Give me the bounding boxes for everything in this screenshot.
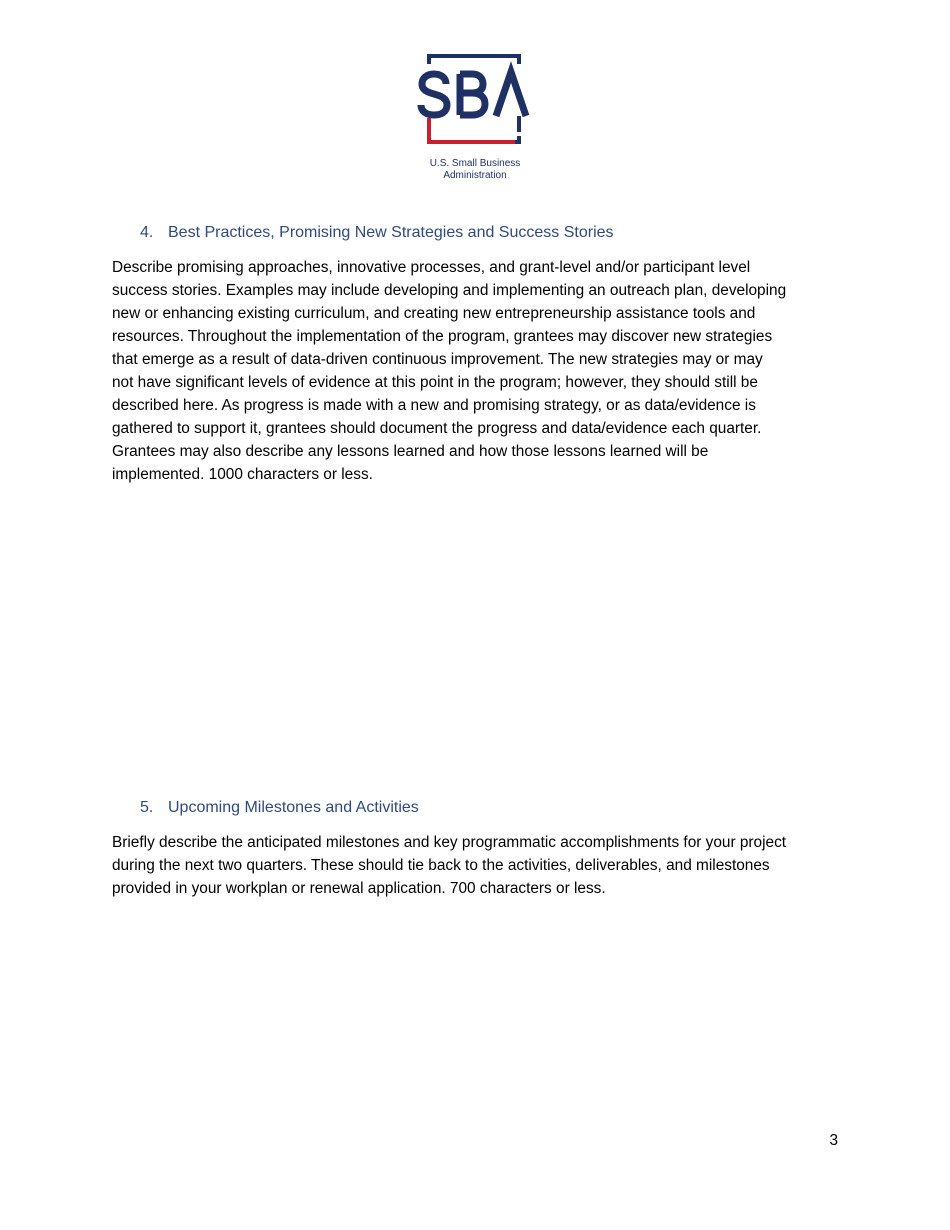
section-5-number: 5. [140, 799, 154, 816]
logo-letter-a [496, 72, 526, 116]
sba-logo [0, 52, 950, 182]
logo-letter-b [460, 74, 485, 115]
sba-logo-mark [416, 52, 534, 146]
section-5-title: Upcoming Milestones and Activities [168, 799, 419, 816]
section-4-body: Describe promising approaches, innovative processes, and grant-level and/or participant level success stories. Examples may include developing and implementing an outreach plan, developing new or enhancing existing curriculum, and creating new entrepreneurship assistance tools and resources. Throughout the implementation of the program, grantees may discover new strategies that emerge as a result of data-driven continuous improvement. The new strategies may or may not have significant levels of evidence at this point in the program; however, they should still be described here. As progress is made with a new and promising strategy, or as data/evidence is gathered to support it, grantees should document the progress and data/evidence each quarter. Grantees may also describe any lessons learned and how those lessons learned will be implemented. 1000 characters or less. [112, 259, 787, 483]
page-number: 3 [829, 1132, 838, 1149]
section-5-body: Briefly describe the anticipated milestones and key programmatic accomplishments for your project during the next two quarters. These should tie back to the activities, deliverables, and milestones provided in your workplan or renewal application. 700 characters or less. [112, 834, 787, 897]
agency-name-line1: U.S. Small Business [429, 158, 521, 169]
agency-name [0, 158, 950, 182]
section-4-heading [140, 224, 614, 242]
section-5-heading [140, 799, 419, 817]
logo-letter-s [421, 74, 447, 115]
agency-name-line2: Administration [443, 170, 507, 181]
section-4-number: 4. [140, 224, 154, 241]
section-4-title: Best Practices, Promising New Strategies and Success Stories [168, 224, 614, 241]
